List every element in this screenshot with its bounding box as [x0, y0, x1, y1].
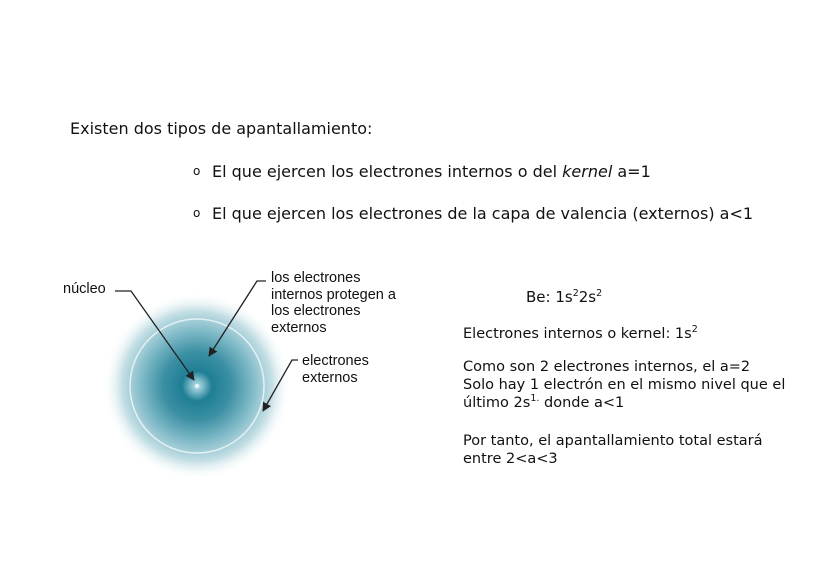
- intro-heading: Existen dos tipos de apantallamiento:: [70, 119, 373, 138]
- explanation-paragraph: [463, 358, 785, 412]
- bullet-text: El que ejercen los electrones de la capa de valencia (externos) a<1: [212, 204, 754, 223]
- inner-label-line: externos: [271, 319, 327, 336]
- config-sup-1: 2: [572, 288, 579, 299]
- config-prefix: Be: 1s: [526, 288, 573, 306]
- paragraph-line: Como son 2 electrones internos, el a=2: [463, 359, 751, 375]
- config-sup-2: 2: [596, 288, 603, 299]
- outer-label-line: externos: [302, 369, 358, 386]
- inner-label-line: los electrones: [271, 270, 361, 286]
- inner-label-line: los electrones: [271, 303, 361, 319]
- bullet-marker: o: [193, 206, 201, 220]
- kernel-emphasis: kernel: [562, 162, 613, 181]
- conclusion-paragraph: [463, 432, 763, 468]
- bullet-text: El que ejercen los electrones internos o del: [212, 162, 563, 181]
- bullet-text-end: a=1: [612, 162, 651, 181]
- inner-electrons-label: [271, 270, 396, 336]
- nucleus-dot: [195, 384, 199, 388]
- line-text: último 2s: [463, 395, 531, 411]
- line-sup: 1.: [530, 393, 540, 404]
- paragraph-line: [463, 394, 785, 412]
- kernel-sup: 2: [691, 324, 698, 335]
- paragraph-line: Por tanto, el apantallamiento total estará: [463, 433, 763, 449]
- outer-label-line: electrones: [302, 353, 369, 369]
- config-mid: 2s: [578, 288, 597, 306]
- kernel-electrons-line: [463, 325, 698, 343]
- line-text-end: donde a<1: [539, 395, 625, 411]
- kernel-text: Electrones internos o kernel: 1s: [463, 326, 692, 342]
- paragraph-line: Solo hay 1 electrón en el mismo nivel que el: [463, 377, 786, 393]
- paragraph-line: entre 2<a<3: [463, 451, 558, 467]
- inner-label-line: internos protegen a: [271, 286, 396, 303]
- nucleus-label: núcleo: [63, 281, 106, 297]
- outer-electrons-label: [302, 353, 369, 386]
- electron-configuration: [526, 288, 602, 306]
- bullet-marker: o: [193, 164, 201, 178]
